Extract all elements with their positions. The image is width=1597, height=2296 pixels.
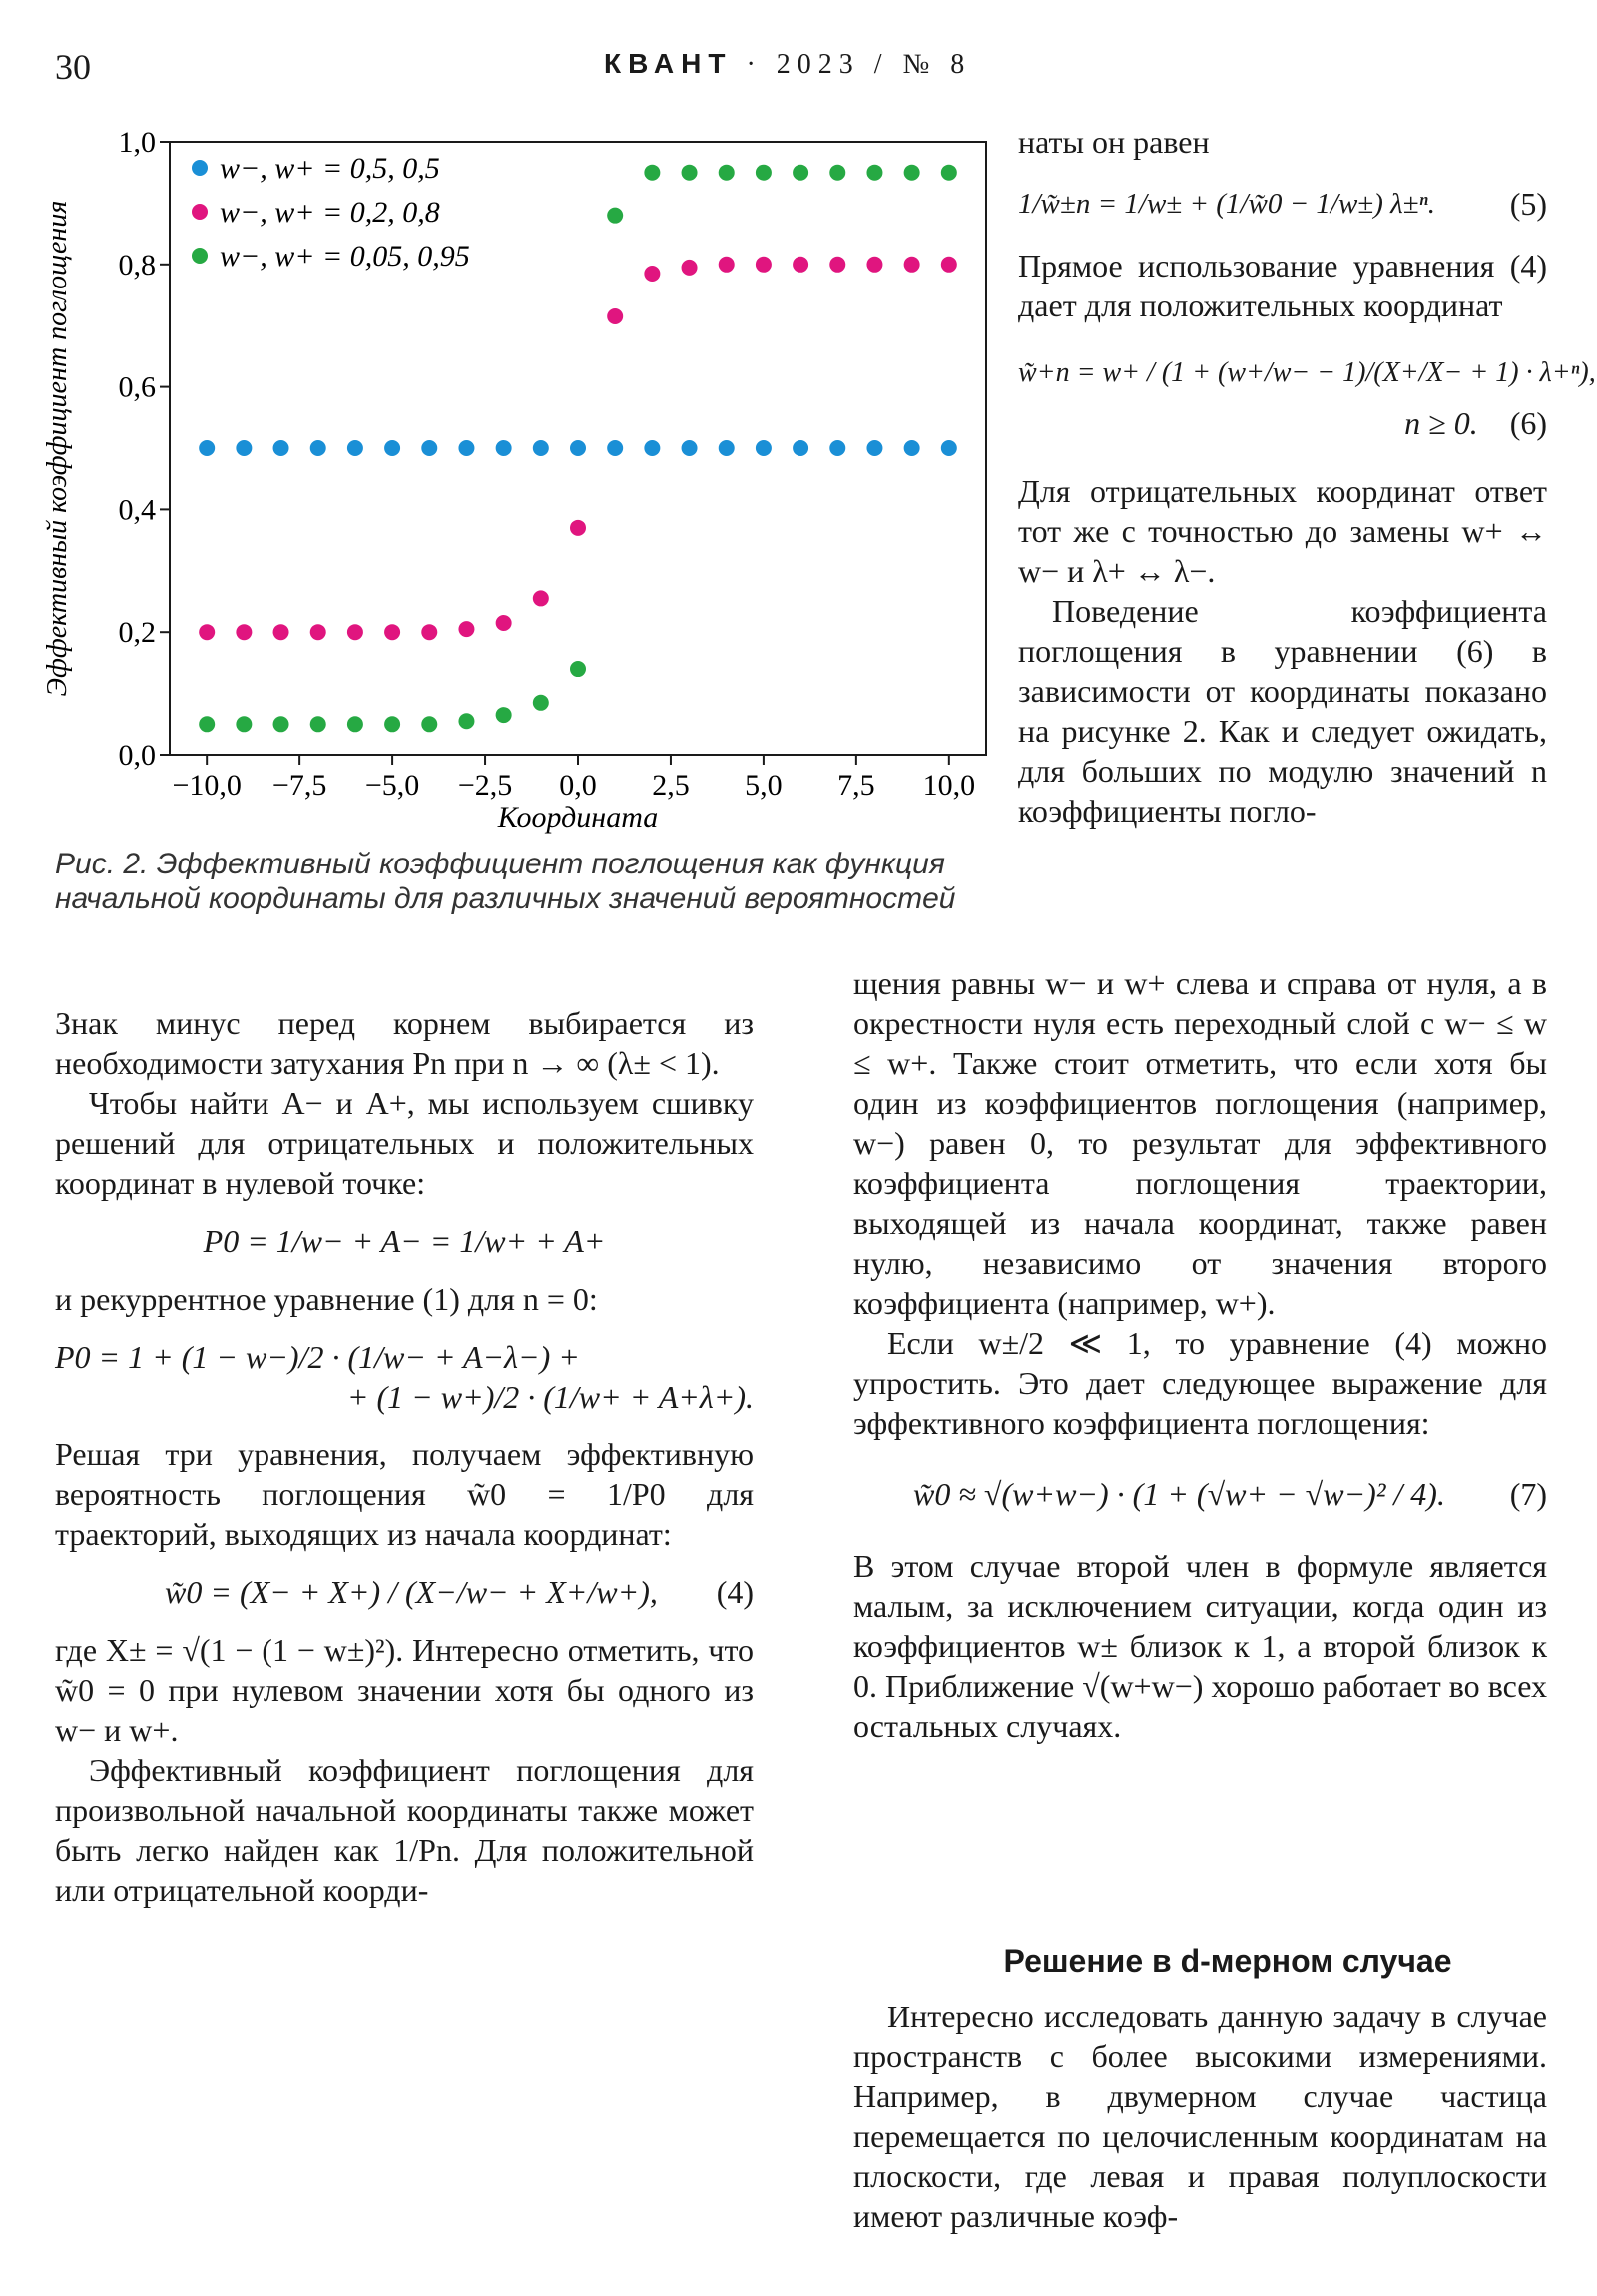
data-point (866, 440, 882, 456)
x-tick-label: −5,0 (364, 769, 420, 802)
data-point (607, 208, 623, 224)
y-axis-label: Эффективный коэффициент поглощения (42, 200, 73, 697)
equation-4-number: (4) (716, 1574, 754, 1610)
equation-6-condition: n ≥ 0. (1404, 405, 1478, 441)
data-point (199, 624, 215, 640)
data-point (310, 716, 326, 732)
journal-name: КВАНТ (604, 48, 733, 79)
data-point (347, 440, 363, 456)
data-point (607, 440, 623, 456)
equation-7: w̃0 ≈ √(w+w−) · (1 + (√w+ − √w−)² / 4). (913, 1476, 1445, 1512)
left-paragraph-6: Эффективный коэффициент поглощения для произвольной начальной координаты также может быть легко найден как 1/Pn. Для положительной или отрицательной коорди- (55, 1752, 754, 1908)
data-point (384, 716, 400, 732)
header-separator: · (746, 49, 763, 80)
figure-caption: Рис. 2. Эффективный коэффициент поглощения как функция начальной координаты для различных значений вероятностей (55, 848, 956, 915)
legend-label: w−, w+ = 0,5, 0,5 (220, 152, 440, 185)
left-column (55, 1003, 754, 1910)
data-point (347, 624, 363, 640)
data-point (829, 257, 845, 273)
data-point (458, 621, 474, 637)
y-tick-label: 1,0 (118, 126, 156, 159)
data-point (496, 440, 512, 456)
equation-6: w̃+n = w+ / (1 + (w+/w− − 1)/(X+/X− + 1) · λ+ⁿ), (1018, 357, 1596, 388)
right-paragraph-5: Если w±/2 ≪ 1, то уравнение (4) можно упростить. Это дает следующее выражение для эффективного коэффициента поглощения: (853, 1325, 1547, 1440)
data-point (682, 165, 698, 181)
data-point (941, 257, 957, 273)
data-point (533, 695, 549, 711)
y-tick-label: 0,2 (118, 616, 156, 650)
equation-5-row (1018, 184, 1547, 224)
legend-marker (192, 248, 208, 264)
x-tick-label: 7,5 (837, 769, 875, 802)
data-point (719, 165, 735, 181)
issue-number: 2023 / № 8 (776, 49, 972, 80)
left-paragraph-1: Знак минус перед корнем выбирается из необходимости затухания Pn при n → ∞ (λ± < 1). (55, 1005, 754, 1081)
data-point (570, 661, 586, 677)
data-point (199, 440, 215, 456)
legend-label: w−, w+ = 0,2, 0,8 (220, 196, 440, 229)
right-paragraph-2: Прямое использование уравнения (4) дает для положительных координат (1018, 248, 1547, 323)
equation-7-row (853, 1474, 1547, 1514)
data-point (829, 440, 845, 456)
data-point (941, 165, 957, 181)
page-number: 30 (55, 47, 91, 87)
data-point (756, 440, 772, 456)
y-tick-label: 0,6 (118, 370, 156, 404)
data-point (421, 624, 437, 640)
data-point (496, 707, 512, 723)
left-paragraph-5: где X± = √(1 − (1 − w±)²). Интересно отметить, что w̃0 = 0 при нулевом значении хотя бы одного из w− и w+. (55, 1632, 754, 1748)
right-paragraph-1: наты он равен (1018, 124, 1210, 160)
equation-5-number: (5) (1509, 186, 1547, 222)
data-point (347, 716, 363, 732)
equation-7-number: (7) (1509, 1476, 1547, 1512)
data-point (866, 165, 882, 181)
section-heading: Решение в d-мерном случае (1003, 1943, 1452, 1979)
data-point (236, 440, 252, 456)
data-point (904, 165, 920, 181)
running-header (604, 48, 971, 81)
data-point (384, 440, 400, 456)
equation-p0: P0 = 1/w− + A− = 1/w+ + A+ (203, 1223, 606, 1259)
right-paragraph-3: Для отрицательных координат ответ тот же с точностью до замены w+ ↔ w− и λ+ ↔ λ−. (1018, 473, 1547, 589)
x-tick-label: 5,0 (745, 769, 783, 802)
data-point (829, 165, 845, 181)
right-paragraph-7: Интересно исследовать данную задачу в случае пространств с более высокими измерениями. Например, в двумерном случае частица перемещается по целочисленным координатам на плоскости, где левая и правая полуплоскости имеют различные коэф- (853, 1999, 1547, 2234)
data-point (756, 165, 772, 181)
equation-4: w̃0 = (X− + X+) / (X−/w− + X+/w+), (165, 1574, 658, 1610)
x-axis-label: Координата (497, 801, 659, 834)
data-point (719, 257, 735, 273)
data-point (793, 440, 808, 456)
data-point (533, 590, 549, 606)
equation-6-number: (6) (1509, 405, 1547, 441)
right-paragraph-4-continued: щения равны w− и w+ слева и справа от нуля, а в окрестности нуля есть переходный слой с w− ≤ w ≤ w+. Также стоит отметить, что если хотя бы один из коэффициентов поглощения (например, w−) равен 0, то результат для эффективного коэффициента поглощения траектории, выходящей из начала координат, также равен нулю, независимо от значения второго коэффициента (например, w+). (853, 965, 1547, 1321)
data-point (644, 266, 660, 282)
left-paragraph-2: Чтобы найти A− и A+, мы используем сшивку решений для отрицательных и положительных координат в нулевой точке: (55, 1085, 754, 1201)
equation-5: 1/w̃±n = 1/w± + (1/w̃0 − 1/w±) λ±ⁿ. (1018, 188, 1435, 220)
data-point (644, 440, 660, 456)
data-point (496, 615, 512, 631)
data-point (421, 440, 437, 456)
legend-marker (192, 160, 208, 176)
data-point (793, 165, 808, 181)
data-point (607, 308, 623, 324)
x-tick-label: −2,5 (457, 769, 513, 802)
data-point (199, 716, 215, 732)
right-paragraph-6: В этом случае второй член в формуле является малым, за исключением ситуации, когда один из коэффициентов w± близок к 1, а второй близок к 0. Приближение √(w+w−) хорошо работает во всех остальных случаях. (853, 1548, 1547, 1744)
data-point (273, 716, 289, 732)
data-point (682, 260, 698, 276)
equation-6-row (1018, 403, 1547, 443)
legend-marker (192, 204, 208, 220)
data-point (719, 440, 735, 456)
y-tick-label: 0,4 (118, 493, 156, 527)
data-point (273, 624, 289, 640)
x-tick-label: 0,0 (559, 769, 597, 802)
left-paragraph-4: Решая три уравнения, получаем эффективную вероятность поглощения w̃0 = 1/P0 для траекторий, выходящих из начала координат: (55, 1436, 754, 1552)
data-point (310, 624, 326, 640)
data-point (570, 520, 586, 536)
right-bottom-column (853, 1997, 1547, 2236)
data-point (866, 257, 882, 273)
data-point (941, 440, 957, 456)
data-point (904, 257, 920, 273)
left-paragraph-3: и рекуррентное уравнение (1) для n = 0: (55, 1281, 598, 1317)
data-point (644, 165, 660, 181)
data-point (236, 624, 252, 640)
y-tick-label: 0,0 (118, 739, 156, 772)
data-point (756, 257, 772, 273)
absorption-chart (30, 120, 1003, 844)
x-tick-label: 2,5 (652, 769, 690, 802)
y-tick-label: 0,8 (118, 248, 156, 282)
data-point (384, 624, 400, 640)
right-paragraph-4: Поведение коэффициента поглощения в уравнении (6) в зависимости от координаты показано на рисунке 2. Как и следует ожидать, для больших по модулю значений n коэффициенты погло- (1018, 593, 1547, 829)
data-point (682, 440, 698, 456)
data-point (570, 440, 586, 456)
equation-4-row (55, 1572, 754, 1612)
data-point (533, 440, 549, 456)
data-point (793, 257, 808, 273)
data-point (421, 716, 437, 732)
data-point (458, 713, 474, 729)
x-tick-label: −10,0 (172, 769, 242, 802)
data-point (310, 440, 326, 456)
right-wide-column (853, 963, 1547, 1746)
data-point (273, 440, 289, 456)
equation-recurrence-line-1: P0 = 1 + (1 − w−)/2 · (1/w− + A−λ−) + (55, 1339, 580, 1375)
data-point (236, 716, 252, 732)
legend-label: w−, w+ = 0,05, 0,95 (220, 240, 470, 273)
equation-recurrence-line-2: + (1 − w+)/2 · (1/w+ + A+λ+). (346, 1379, 754, 1415)
data-point (458, 440, 474, 456)
x-tick-label: −7,5 (271, 769, 327, 802)
x-tick-label: 10,0 (922, 769, 976, 802)
right-column (1018, 122, 1596, 831)
data-point (904, 440, 920, 456)
